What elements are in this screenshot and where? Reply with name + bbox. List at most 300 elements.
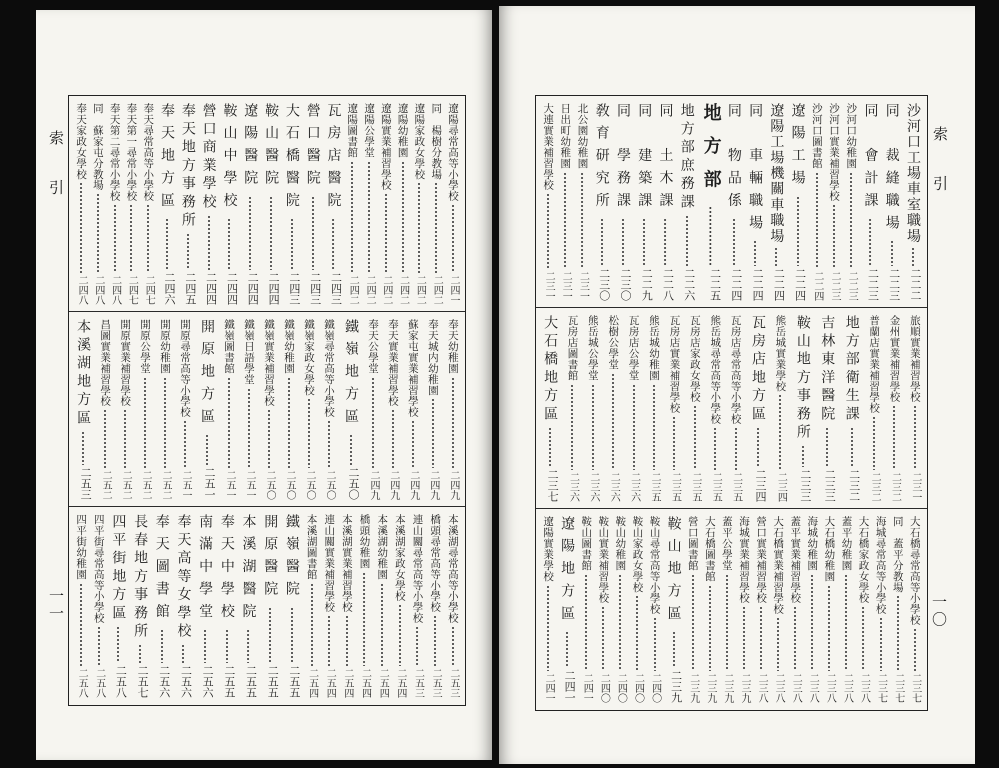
dot-leader — [542, 193, 554, 269]
dot-leader — [666, 631, 682, 668]
index-entry — [811, 103, 823, 301]
entry-page-number: 二五八 — [76, 668, 88, 698]
dot-leader — [614, 574, 626, 671]
entry-title: 大連實業補習學校 — [542, 103, 555, 191]
entry-title: 旅順實業補習學校 — [908, 315, 921, 403]
dot-leader — [262, 607, 278, 663]
entry-title: 本溪湖地方區 — [75, 319, 92, 429]
index-band-top — [69, 96, 465, 312]
index-entry — [363, 103, 375, 305]
index-entry — [447, 514, 459, 698]
entry-title: 開原公學堂 — [139, 319, 152, 374]
dot-leader — [427, 398, 439, 468]
entry-page-number: 二五〇 — [346, 467, 360, 500]
index-entry — [631, 516, 643, 703]
index-table — [68, 95, 466, 706]
dot-leader — [649, 617, 661, 671]
index-entry — [223, 319, 235, 500]
index-entry — [139, 319, 151, 500]
entry-page-number: 二四〇 — [632, 673, 644, 703]
dot-leader — [159, 218, 175, 270]
dot-leader — [154, 629, 170, 663]
index-entry — [704, 516, 716, 703]
index-entry — [447, 103, 459, 305]
dot-leader — [325, 218, 341, 270]
index-entry — [180, 103, 196, 305]
dot-leader — [700, 206, 721, 266]
index-entry — [597, 516, 609, 703]
entry-page-number: 二三四 — [754, 469, 768, 502]
entry-title: 遼陽公學堂 — [363, 103, 376, 158]
entry-page-number: 二五二 — [100, 470, 112, 500]
entry-page-number: 二五六 — [179, 665, 193, 698]
dot-leader — [657, 218, 673, 266]
entry-title: 營口實業補習學校 — [755, 516, 768, 604]
dot-leader — [607, 373, 619, 470]
entry-title: 遼陽地方區 — [559, 516, 576, 628]
dot-leader — [358, 572, 370, 666]
index-entry — [738, 516, 750, 703]
index-entry — [857, 516, 869, 703]
index-entry — [323, 319, 335, 500]
entry-page-number: 二五四 — [394, 668, 406, 698]
index-entry — [828, 103, 840, 301]
dot-leader — [75, 583, 87, 666]
index-entry — [75, 103, 87, 305]
entry-page-number: 二三七 — [892, 673, 904, 703]
dot-leader — [542, 427, 558, 467]
entry-title: 瓦房店尋常高等小學校 — [729, 315, 742, 425]
dot-leader — [631, 595, 643, 671]
entry-page-number: 二五八 — [114, 665, 128, 698]
index-entry — [93, 514, 105, 698]
index-entry — [905, 103, 921, 301]
entry-title: 日出町幼稚園 — [559, 103, 572, 169]
index-entry — [201, 103, 217, 305]
entry-title: 營口圖書館 — [686, 516, 699, 571]
entry-title: 鞍山地方事務所 — [794, 315, 811, 443]
index-band-middle — [536, 308, 927, 509]
dot-leader — [862, 218, 878, 266]
entry-title: 鐵嶺家政女學校 — [302, 319, 315, 396]
entry-title: 四平街尋常高等小學校 — [92, 514, 105, 624]
dot-leader — [175, 644, 191, 663]
dot-leader — [587, 384, 599, 470]
index-entry — [397, 103, 409, 305]
index-entry — [542, 103, 554, 301]
index-entry — [844, 315, 860, 502]
entry-title: 奉天尋常高等小學校 — [142, 103, 155, 202]
dot-leader — [346, 161, 358, 273]
index-entry — [875, 516, 887, 703]
entry-page-number: 二四八 — [109, 275, 121, 305]
dot-leader — [284, 218, 300, 270]
index-entry — [263, 103, 279, 305]
entry-page-number: 二三八 — [841, 673, 853, 703]
dot-leader — [323, 420, 335, 468]
running-head: 索引 — [931, 126, 949, 225]
index-entry — [219, 514, 235, 698]
index-entry — [283, 319, 295, 500]
index-entry — [429, 514, 441, 698]
entry-title: 大石橋醫院 — [283, 103, 300, 215]
index-entry — [566, 315, 578, 502]
dot-leader — [429, 615, 441, 666]
entry-title: 遼陽家政女學校 — [413, 103, 426, 180]
index-entry — [668, 315, 680, 502]
entry-page-number: 二三五 — [669, 472, 681, 502]
index-entry — [868, 315, 880, 502]
dot-leader — [447, 204, 459, 273]
entry-title: 金州實業補習學校 — [888, 315, 901, 403]
dot-leader — [284, 607, 300, 663]
entry-page-number: 二四一 — [447, 275, 459, 305]
entry-page-number: 二五一 — [224, 470, 236, 500]
entry-page-number: 二四〇 — [615, 673, 627, 703]
dot-leader — [774, 394, 786, 470]
entry-title: 遼陽實業學校 — [542, 516, 555, 582]
entry-title: 沙河口工場車室職場 — [905, 103, 921, 245]
entry-title: 鞍山實業補習學校 — [597, 516, 610, 604]
index-entry — [649, 516, 661, 703]
entry-title: 遼陽實業補習學校 — [379, 103, 392, 191]
index-entry — [119, 319, 131, 500]
index-entry — [343, 319, 359, 500]
entry-page-number: 二五一 — [244, 470, 255, 500]
dot-leader — [840, 574, 852, 671]
index-entry — [823, 516, 835, 703]
index-entry — [709, 315, 721, 502]
index-entry — [559, 103, 571, 301]
entry-title: 瓦房店地方區 — [750, 315, 767, 425]
dot-leader — [789, 606, 801, 671]
entry-title: 普蘭店實業補習學校 — [868, 315, 881, 414]
right-page — [499, 6, 975, 764]
entry-page-number: 二四五 — [183, 272, 197, 305]
entry-title: 奉天中學校 — [218, 514, 235, 626]
index-entry — [427, 319, 439, 500]
index-entry — [407, 319, 419, 500]
index-entry — [75, 514, 87, 698]
index-entry — [263, 319, 275, 500]
entry-page-number: 二三九 — [704, 673, 716, 703]
entry-page-number: 二三〇 — [597, 268, 611, 301]
entry-page-number: 二五三 — [447, 668, 459, 698]
index-entry — [159, 103, 175, 305]
entry-page-number: 二五二 — [160, 470, 172, 500]
entry-page-number: 二四三 — [287, 272, 301, 305]
index-band-bottom — [69, 507, 465, 704]
dot-leader — [139, 377, 151, 468]
dot-leader — [726, 218, 742, 266]
index-entry — [909, 315, 921, 502]
entry-title: 蓋平幼稚園 — [840, 516, 853, 571]
index-entry — [726, 103, 742, 301]
index-entry — [594, 103, 610, 301]
index-entry — [380, 103, 392, 305]
dot-leader — [892, 595, 904, 671]
dot-leader — [615, 218, 631, 266]
index-entry — [376, 514, 388, 698]
entry-title: 瓦房店圖書館 — [566, 315, 579, 381]
entry-page-number: 二四四 — [267, 272, 281, 305]
entry-title: 遼陽工場機關車職場 — [768, 103, 785, 245]
index-entry — [341, 514, 353, 698]
dot-leader — [730, 427, 742, 470]
index-entry — [197, 514, 213, 698]
entry-page-number: 二二四 — [811, 271, 823, 301]
index-entry — [730, 315, 742, 502]
index-entry — [447, 319, 459, 500]
index-entry — [132, 514, 148, 698]
index-entry — [240, 514, 256, 698]
index-entry — [559, 516, 575, 703]
entry-page-number: 二五七 — [136, 665, 150, 698]
index-entry — [284, 103, 300, 305]
dot-leader — [559, 631, 575, 668]
entry-page-number: 二四九 — [407, 470, 419, 500]
dot-leader — [75, 182, 87, 273]
index-entry — [648, 315, 660, 502]
entry-title: 大石橋地方區 — [542, 315, 559, 425]
index-entry — [666, 516, 682, 703]
entry-page-number: 二三六 — [628, 472, 640, 502]
entry-title: 同 土木課 — [657, 103, 674, 215]
entry-page-number: 二四二 — [347, 275, 359, 305]
dot-leader — [597, 606, 609, 671]
index-entry — [679, 103, 695, 301]
entry-page-number: 二二四 — [729, 268, 743, 301]
entry-title: 橋頭幼稚園 — [358, 514, 371, 569]
index-band-top — [536, 96, 927, 308]
dot-leader — [679, 215, 695, 266]
entry-title: 熊岳城尋常高等小學校 — [709, 315, 722, 425]
dot-leader — [283, 377, 295, 468]
entry-page-number: 二五一 — [180, 470, 192, 500]
entry-title: 鐵嶺實業補習學校 — [262, 319, 275, 407]
dot-leader — [721, 574, 733, 671]
dot-leader — [566, 384, 578, 470]
entry-page-number: 二四八 — [76, 275, 88, 305]
entry-title: 鞍山地方區 — [665, 516, 682, 628]
dot-leader — [580, 574, 592, 671]
dot-leader — [341, 615, 353, 666]
entry-page-number: 二五六 — [201, 665, 215, 698]
entry-title: 瓦房店醫院 — [325, 103, 342, 215]
entry-page-number: 二三七 — [546, 469, 560, 502]
entry-page-number: 二四七 — [126, 275, 138, 305]
entry-page-number: 二二三 — [887, 268, 901, 301]
entry-title: 鞍山中學校 — [221, 103, 238, 215]
entry-page-number: 二三三 — [823, 469, 837, 502]
entry-page-number: 二五四 — [341, 668, 353, 698]
entry-page-number: 二四二 — [364, 275, 376, 305]
index-entry — [845, 103, 857, 301]
dot-leader — [542, 585, 554, 671]
dot-leader — [576, 172, 588, 269]
dot-leader — [376, 583, 388, 666]
entry-page-number: 二五〇 — [303, 470, 315, 500]
dot-leader — [819, 427, 835, 467]
entry-title: 鞍山幼稚園 — [614, 516, 627, 571]
index-entry — [110, 514, 126, 698]
index-entry — [789, 516, 801, 703]
index-entry — [689, 315, 701, 502]
entry-page-number: 二三九 — [669, 670, 683, 703]
index-entry — [892, 516, 904, 703]
dot-leader — [668, 416, 680, 470]
entry-title: 同 學務課 — [615, 103, 631, 215]
dot-leader — [99, 409, 111, 468]
dot-leader — [75, 431, 91, 465]
entry-page-number: 二五二 — [120, 470, 132, 500]
entry-title: 鐵嶺醫院 — [283, 514, 300, 604]
dot-leader — [223, 377, 235, 468]
index-entry — [305, 103, 321, 305]
entry-page-number: 二二二 — [909, 268, 922, 301]
dot-leader — [119, 409, 131, 468]
entry-page-number: 二四〇 — [649, 673, 661, 703]
entry-page-number: 二五〇 — [283, 470, 295, 500]
entry-page-number: 二五五 — [222, 665, 236, 698]
entry-title: 地方部 — [700, 103, 722, 203]
entry-title: 瓦房店家政女學校 — [688, 315, 701, 403]
index-band-middle — [69, 312, 465, 507]
index-entry — [636, 103, 652, 301]
entry-title: 奉天家政女學校 — [75, 103, 88, 180]
index-entry — [242, 103, 258, 305]
index-entry — [346, 103, 358, 305]
entry-title: 奉天城内幼稚園 — [426, 319, 439, 396]
entry-page-number: 二三一 — [560, 271, 572, 301]
entry-page-number: 二三五 — [730, 472, 742, 502]
entry-page-number: 二五三 — [412, 668, 424, 698]
dot-leader — [636, 218, 652, 266]
entry-title: 瓦房店實業補習學校 — [668, 315, 681, 414]
index-entry — [587, 315, 599, 502]
entry-page-number: 二五八 — [93, 668, 105, 698]
dot-leader — [704, 585, 716, 671]
index-entry — [413, 103, 425, 305]
entry-page-number: 二三五 — [689, 472, 701, 502]
dot-leader — [709, 427, 721, 470]
index-entry — [99, 319, 111, 500]
entry-page-number: 二三三 — [798, 469, 812, 502]
index-entry — [576, 103, 588, 301]
dot-leader — [747, 240, 763, 266]
entry-title: 本溪湖實業補習學校 — [340, 514, 353, 613]
index-entry — [721, 516, 733, 703]
index-table — [535, 95, 928, 711]
entry-title: 地方部庶務課 — [678, 103, 695, 213]
index-entry — [175, 514, 191, 698]
entry-page-number: 二四二 — [431, 275, 443, 305]
entry-title: 橋頭尋常高等小學校 — [429, 514, 442, 613]
dot-leader — [240, 629, 256, 663]
index-entry — [199, 319, 215, 500]
entry-page-number: 二二八 — [661, 268, 675, 301]
dot-leader — [430, 182, 442, 273]
index-entry — [755, 516, 767, 703]
dot-leader — [110, 626, 126, 663]
index-entry — [243, 319, 255, 500]
dot-leader — [263, 409, 275, 468]
entry-title: 熊岳城公學堂 — [586, 315, 599, 381]
dot-leader — [888, 405, 900, 470]
dot-leader — [648, 384, 660, 470]
index-entry — [303, 319, 315, 500]
index-entry — [367, 319, 379, 500]
dot-leader — [823, 585, 835, 671]
entry-title: 鞍山醫院 — [263, 103, 280, 193]
entry-title: 連山關尋常高等小學校 — [411, 514, 424, 624]
entry-page-number: 二三八 — [756, 673, 768, 703]
entry-page-number: 二四八 — [92, 275, 104, 305]
entry-title: 奉天幼稚園 — [446, 319, 459, 374]
entry-page-number: 二五〇 — [263, 470, 275, 500]
dot-leader — [93, 626, 105, 666]
entry-page-number: 二三一 — [577, 271, 589, 301]
index-entry — [580, 516, 592, 703]
entry-title: 蘇家屯實業補習學校 — [406, 319, 419, 418]
entry-page-number: 二三六 — [608, 472, 620, 502]
entry-title: 奉天公學堂 — [366, 319, 379, 374]
dot-leader — [303, 398, 315, 468]
entry-title: 本溪湖圖書館 — [305, 514, 318, 580]
dot-leader — [397, 161, 409, 273]
entry-page-number: 二四一 — [543, 673, 555, 703]
entry-title: 吉林東洋醫院 — [819, 315, 836, 425]
dot-leader — [905, 247, 921, 266]
entry-title: 開原幼稚園 — [159, 319, 172, 374]
entry-title: 本溪湖幼稚園 — [376, 514, 389, 580]
entry-page-number: 二三二 — [847, 469, 861, 502]
index-entry — [795, 315, 811, 502]
index-entry — [747, 103, 763, 301]
index-entry — [888, 315, 900, 502]
left-page — [36, 10, 492, 760]
dot-leader — [243, 388, 255, 468]
entry-title: 沙河口圖書館 — [810, 103, 823, 169]
entry-page-number: 二四一 — [563, 670, 577, 703]
entry-page-number: 二二四 — [772, 268, 786, 301]
entry-page-number: 二三八 — [824, 673, 836, 703]
dot-leader — [806, 574, 818, 671]
index-entry — [614, 516, 626, 703]
index-entry — [325, 103, 341, 305]
dot-leader — [868, 416, 880, 470]
entry-title: 同 車輛職場 — [747, 103, 764, 238]
entry-title: 同 會計課 — [862, 103, 879, 215]
dot-leader — [875, 617, 887, 671]
entry-title: 本溪湖尋常高等小學校 — [446, 514, 459, 624]
index-entry — [142, 103, 154, 305]
entry-title: 鐵嶺日語學堂 — [243, 319, 255, 385]
entry-title: 地方部衛生課 — [843, 315, 860, 425]
dot-leader — [180, 233, 196, 270]
entry-title: 連山關實業補習學校 — [323, 514, 336, 613]
dot-leader — [857, 606, 869, 671]
entry-title: 遼陽工場 — [789, 103, 806, 193]
entry-title: 遼陽尋常高等小學校 — [446, 103, 459, 202]
entry-title: 本溪湖家政女學校 — [393, 514, 406, 602]
entry-page-number: 二三一 — [543, 271, 555, 301]
entry-title: 海城尋常高等小學校 — [874, 516, 887, 615]
entry-page-number: 二四三 — [329, 272, 343, 305]
dot-leader — [768, 247, 784, 266]
index-entry — [884, 103, 900, 301]
entry-page-number: 二四二 — [380, 275, 392, 305]
